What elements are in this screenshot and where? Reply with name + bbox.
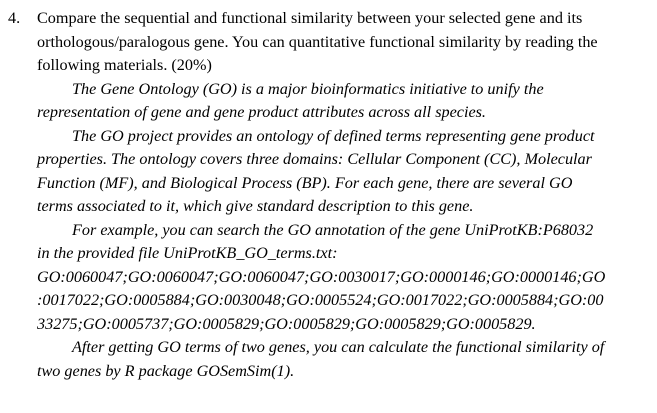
paragraph-1-line-1: The Gene Ontology (GO) is a major bioinformatics initiative to unify the: [72, 80, 544, 98]
question-number: 4.: [8, 9, 21, 27]
paragraph-4-line-1: After getting GO terms of two genes, you can calculate the functional similarity of: [72, 338, 605, 356]
paragraph-2-line-4: terms associated to it, which give standard description to this gene.: [37, 197, 474, 215]
question-line-1: Compare the sequential and functional similarity between your selected gene and its: [37, 9, 583, 27]
paragraph-2-line-2: properties. The ontology covers three domains: Cellular Component (CC), Molecular: [37, 150, 592, 168]
paragraph-4-line-2: two genes by R package GOSemSim(1).: [37, 362, 295, 380]
paragraph-1-line-2: representation of gene and gene product attributes across all species.: [37, 103, 486, 121]
paragraph-2-line-1: The GO project provides an ontology of defined terms representing gene product: [72, 127, 595, 145]
go-terms-line-3: 33275;GO:0005737;GO:0005829;GO:0005829;GO:0005829;GO:0005829.: [37, 315, 536, 333]
question-line-3: following materials. (20%): [37, 56, 212, 74]
go-terms-line-2: :0017022;GO:0005884;GO:0030048;GO:0005524;GO:0017022;GO:0005884;GO:00: [37, 291, 604, 309]
question-line-2: orthologous/paralogous gene. You can quantitative functional similarity by reading the: [37, 33, 598, 51]
paragraph-3-line-1: For example, you can search the GO annotation of the gene UniProtKB:P68032: [72, 221, 594, 239]
go-terms-line-1: GO:0060047;GO:0060047;GO:0060047;GO:0030017;GO:0000146;GO:0000146;GO: [37, 268, 606, 286]
paragraph-3-line-2: in the provided file UniProtKB_GO_terms.txt:: [37, 244, 338, 262]
paragraph-2-line-3: Function (MF), and Biological Process (BP). For each gene, there are several GO: [37, 174, 573, 192]
